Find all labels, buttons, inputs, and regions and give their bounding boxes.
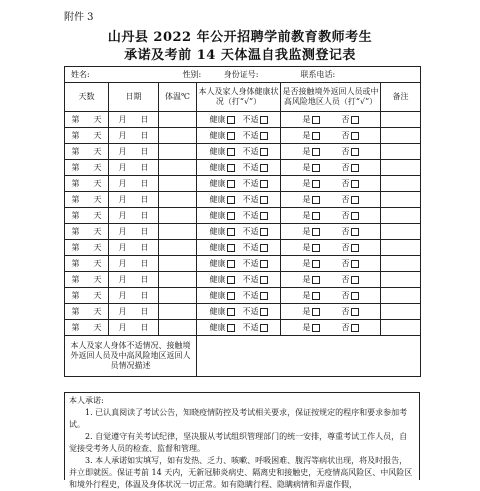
temp-cell[interactable] — [159, 304, 197, 320]
remark-cell[interactable] — [381, 176, 421, 192]
info-row — [65, 67, 421, 83]
health-cell — [197, 240, 281, 256]
temp-cell[interactable] — [159, 176, 197, 192]
checkbox-icon[interactable] — [260, 164, 268, 172]
header-temp: 体温℃ — [159, 83, 197, 112]
day-cell: 第 天 — [65, 128, 109, 144]
checkbox-icon[interactable] — [260, 292, 268, 300]
checkbox-icon[interactable] — [312, 244, 320, 252]
healthy-option[interactable]: 健康 — [210, 131, 235, 140]
checkbox-icon[interactable] — [351, 116, 359, 124]
checkbox-icon[interactable] — [227, 260, 235, 268]
healthy-option[interactable]: 健康 — [210, 115, 235, 124]
checkbox-icon[interactable] — [260, 260, 268, 268]
no-option[interactable]: 否 — [342, 291, 359, 300]
date-cell[interactable]: 月 日 — [109, 272, 159, 288]
contact-cell — [281, 224, 381, 240]
checkbox-icon[interactable] — [312, 324, 320, 332]
unwell-option[interactable]: 不适 — [243, 211, 268, 220]
health-cell — [197, 112, 281, 128]
checkbox-icon[interactable] — [312, 132, 320, 140]
attachment-label: 附件 3 — [64, 12, 94, 23]
checkbox-icon[interactable] — [260, 308, 268, 316]
day-cell: 第 天 — [65, 176, 109, 192]
contact-cell — [281, 112, 381, 128]
checkbox-icon[interactable] — [351, 244, 359, 252]
description-row — [65, 336, 421, 377]
contact-cell — [281, 128, 381, 144]
no-option[interactable]: 否 — [342, 275, 359, 284]
health-cell — [197, 320, 281, 336]
gender-field[interactable]: 性别: 身份证号: — [159, 67, 281, 83]
table-row — [65, 208, 421, 224]
header-row — [65, 83, 421, 112]
temp-cell[interactable] — [159, 320, 197, 336]
checkbox-icon[interactable] — [351, 196, 359, 204]
health-cell — [197, 208, 281, 224]
checkbox-icon[interactable] — [312, 180, 320, 188]
no-option[interactable]: 否 — [342, 195, 359, 204]
temp-cell[interactable] — [159, 128, 197, 144]
day-cell: 第 天 — [65, 112, 109, 128]
yes-option[interactable]: 是 — [303, 163, 320, 172]
remark-cell[interactable] — [381, 208, 421, 224]
day-cell: 第 天 — [65, 160, 109, 176]
healthy-option[interactable]: 健康 — [210, 243, 235, 252]
table-row — [65, 272, 421, 288]
health-cell — [197, 176, 281, 192]
health-cell — [197, 288, 281, 304]
phone-field[interactable]: 联系电话: — [281, 67, 421, 83]
health-cell — [197, 128, 281, 144]
checkbox-icon[interactable] — [227, 228, 235, 236]
remark-cell[interactable] — [381, 128, 421, 144]
header-remark: 备注 — [381, 83, 421, 112]
contact-cell — [281, 176, 381, 192]
day-cell: 第 天 — [65, 320, 109, 336]
yes-option[interactable]: 是 — [303, 131, 320, 140]
checkbox-icon[interactable] — [351, 228, 359, 236]
checkbox-icon[interactable] — [227, 196, 235, 204]
table-row — [65, 288, 421, 304]
header-days: 天数 — [65, 83, 109, 112]
checkbox-icon[interactable] — [351, 324, 359, 332]
date-cell[interactable]: 月 日 — [109, 208, 159, 224]
unwell-option[interactable]: 不适 — [243, 259, 268, 268]
checkbox-icon[interactable] — [260, 180, 268, 188]
temp-cell[interactable] — [159, 288, 197, 304]
checkbox-icon[interactable] — [227, 244, 235, 252]
health-cell — [197, 224, 281, 240]
header-health: 本人及家人身体健康状况（打“√”） — [197, 83, 281, 112]
date-cell[interactable]: 月 日 — [109, 192, 159, 208]
yes-option[interactable]: 是 — [303, 307, 320, 316]
temp-cell[interactable] — [159, 144, 197, 160]
remark-cell[interactable] — [381, 272, 421, 288]
contact-cell — [281, 320, 381, 336]
no-option[interactable]: 否 — [342, 179, 359, 188]
yes-option[interactable]: 是 — [303, 211, 320, 220]
table-row — [65, 256, 421, 272]
date-cell[interactable]: 月 日 — [109, 240, 159, 256]
day-cell: 第 天 — [65, 224, 109, 240]
unwell-option[interactable]: 不适 — [243, 227, 268, 236]
unwell-option[interactable]: 不适 — [243, 291, 268, 300]
healthy-option[interactable]: 健康 — [210, 275, 235, 284]
no-option[interactable]: 否 — [342, 211, 359, 220]
remark-cell[interactable] — [381, 240, 421, 256]
no-option[interactable]: 否 — [342, 259, 359, 268]
contact-cell — [281, 240, 381, 256]
date-cell[interactable]: 月 日 — [109, 320, 159, 336]
no-option[interactable]: 否 — [342, 243, 359, 252]
date-cell[interactable]: 月 日 — [109, 176, 159, 192]
date-cell[interactable]: 月 日 — [109, 112, 159, 128]
checkbox-icon[interactable] — [351, 260, 359, 268]
checkbox-icon[interactable] — [351, 212, 359, 220]
no-option[interactable]: 否 — [342, 323, 359, 332]
checkbox-icon[interactable] — [227, 148, 235, 156]
remark-cell[interactable] — [381, 144, 421, 160]
health-cell — [197, 160, 281, 176]
checkbox-icon[interactable] — [351, 276, 359, 284]
healthy-option[interactable]: 健康 — [210, 307, 235, 316]
date-cell[interactable]: 月 日 — [109, 224, 159, 240]
checkbox-icon[interactable] — [227, 324, 235, 332]
health-cell — [197, 272, 281, 288]
checkbox-icon[interactable] — [351, 164, 359, 172]
contact-cell — [281, 160, 381, 176]
yes-option[interactable]: 是 — [303, 259, 320, 268]
day-cell: 第 天 — [65, 272, 109, 288]
checkbox-icon[interactable] — [260, 132, 268, 140]
yes-option[interactable]: 是 — [303, 195, 320, 204]
date-cell[interactable]: 月 日 — [109, 304, 159, 320]
checkbox-icon[interactable] — [260, 212, 268, 220]
form-title-line1: 山丹县 2022 年公开招聘学前教育教师考生 — [107, 30, 373, 45]
checkbox-icon[interactable] — [260, 276, 268, 284]
yes-option[interactable]: 是 — [303, 243, 320, 252]
temp-cell[interactable] — [159, 272, 197, 288]
no-option[interactable]: 否 — [342, 115, 359, 124]
yes-option[interactable]: 是 — [303, 115, 320, 124]
yes-option[interactable]: 是 — [303, 179, 320, 188]
checkbox-icon[interactable] — [351, 292, 359, 300]
checkbox-icon[interactable] — [312, 148, 320, 156]
health-cell — [197, 256, 281, 272]
no-option[interactable]: 否 — [342, 227, 359, 236]
day-cell: 第 天 — [65, 304, 109, 320]
description-field[interactable] — [197, 336, 421, 377]
unwell-option[interactable]: 不适 — [243, 147, 268, 156]
no-option[interactable]: 否 — [342, 307, 359, 316]
table-row — [65, 224, 421, 240]
checkbox-icon[interactable] — [312, 164, 320, 172]
healthy-option[interactable]: 健康 — [210, 291, 235, 300]
name-field[interactable]: 姓名: — [65, 67, 159, 83]
date-cell[interactable]: 月 日 — [109, 144, 159, 160]
checkbox-icon[interactable] — [312, 308, 320, 316]
health-cell — [197, 144, 281, 160]
description-label: 本人及家人身体不适情况、接触境外返回人员及中高风险地区返回人员情况描述 — [65, 336, 197, 377]
checkbox-icon[interactable] — [227, 180, 235, 188]
yes-option[interactable]: 是 — [303, 147, 320, 156]
table-row — [65, 128, 421, 144]
day-cell: 第 天 — [65, 192, 109, 208]
date-cell[interactable]: 月 日 — [109, 256, 159, 272]
log-rows — [65, 112, 421, 336]
checkbox-icon[interactable] — [260, 116, 268, 124]
checkbox-icon[interactable] — [260, 228, 268, 236]
checkbox-icon[interactable] — [260, 196, 268, 204]
remark-cell[interactable] — [381, 192, 421, 208]
contact-cell — [281, 192, 381, 208]
health-cell — [197, 192, 281, 208]
form-title-line2: 承诺及考前 14 天体温自我监测登记表 — [124, 48, 356, 63]
temp-cell[interactable] — [159, 112, 197, 128]
checkbox-icon[interactable] — [351, 148, 359, 156]
unwell-option[interactable]: 不适 — [243, 179, 268, 188]
unwell-option[interactable]: 不适 — [243, 307, 268, 316]
day-cell: 第 天 — [65, 144, 109, 160]
promise-lead: 本人承诺: — [69, 396, 104, 405]
date-cell[interactable]: 月 日 — [109, 288, 159, 304]
checkbox-icon[interactable] — [351, 308, 359, 316]
no-option[interactable]: 否 — [342, 131, 359, 140]
unwell-option[interactable]: 不适 — [243, 243, 268, 252]
unwell-option[interactable]: 不适 — [243, 323, 268, 332]
checkbox-icon[interactable] — [312, 116, 320, 124]
temp-cell[interactable] — [159, 256, 197, 272]
checkbox-icon[interactable] — [227, 292, 235, 300]
checkbox-icon[interactable] — [312, 228, 320, 236]
table-row — [65, 304, 421, 320]
checkbox-icon[interactable] — [312, 196, 320, 204]
header-contact: 是否接触境外返回人员或中高风险地区人员（打“√”） — [281, 83, 381, 112]
health-cell — [197, 304, 281, 320]
remark-cell[interactable] — [381, 256, 421, 272]
temp-cell[interactable] — [159, 240, 197, 256]
contact-cell — [281, 144, 381, 160]
checkbox-icon[interactable] — [227, 308, 235, 316]
unwell-option[interactable]: 不适 — [243, 131, 268, 140]
table-row — [65, 192, 421, 208]
promise-item-1: 1. 已认真阅读了考试公告，知晓疫情防控及考试相关要求，保证按规定的程序和要求参加考试。 — [69, 408, 408, 429]
promise-section — [64, 392, 420, 489]
checkbox-icon[interactable] — [312, 260, 320, 268]
checkbox-icon[interactable] — [260, 244, 268, 252]
healthy-option[interactable]: 健康 — [210, 211, 235, 220]
yes-option[interactable]: 是 — [303, 323, 320, 332]
checkbox-icon[interactable] — [351, 132, 359, 140]
unwell-option[interactable]: 不适 — [243, 275, 268, 284]
remark-cell[interactable] — [381, 288, 421, 304]
contact-cell — [281, 272, 381, 288]
temp-cell[interactable] — [159, 224, 197, 240]
unwell-option[interactable]: 不适 — [243, 163, 268, 172]
table-row — [65, 112, 421, 128]
checkbox-icon[interactable] — [227, 116, 235, 124]
checkbox-icon[interactable] — [260, 324, 268, 332]
no-option[interactable]: 否 — [342, 147, 359, 156]
checkbox-icon[interactable] — [312, 276, 320, 284]
healthy-option[interactable]: 健康 — [210, 147, 235, 156]
temp-cell[interactable] — [159, 160, 197, 176]
temp-cell[interactable] — [159, 192, 197, 208]
yes-option[interactable]: 是 — [303, 291, 320, 300]
healthy-option[interactable]: 健康 — [210, 323, 235, 332]
checkbox-icon[interactable] — [260, 148, 268, 156]
contact-cell — [281, 288, 381, 304]
promise-item-2: 2. 自觉遵守有关考试纪律，坚决服从考试组织管理部门的统一安排，尊重考试工作人员，自觉接受考务人员的检查、监督和管理。 — [69, 432, 408, 453]
table-row — [65, 144, 421, 160]
checkbox-icon[interactable] — [227, 164, 235, 172]
day-cell: 第 天 — [65, 256, 109, 272]
checkbox-icon[interactable] — [351, 180, 359, 188]
yes-option[interactable]: 是 — [303, 227, 320, 236]
remark-cell[interactable] — [381, 112, 421, 128]
unwell-option[interactable]: 不适 — [243, 195, 268, 204]
temp-cell[interactable] — [159, 208, 197, 224]
table-row — [65, 240, 421, 256]
contact-cell — [281, 208, 381, 224]
no-option[interactable]: 否 — [342, 163, 359, 172]
healthy-option[interactable]: 健康 — [210, 179, 235, 188]
checkbox-icon[interactable] — [312, 212, 320, 220]
healthy-option[interactable]: 健康 — [210, 227, 235, 236]
checkbox-icon[interactable] — [227, 212, 235, 220]
id-label: 身份证号: — [223, 69, 259, 79]
yes-option[interactable]: 是 — [303, 275, 320, 284]
remark-cell[interactable] — [381, 160, 421, 176]
date-cell[interactable]: 月 日 — [109, 160, 159, 176]
remark-cell[interactable] — [381, 320, 421, 336]
day-cell: 第 天 — [65, 240, 109, 256]
checkbox-icon[interactable] — [227, 276, 235, 284]
table-row — [65, 160, 421, 176]
promise-item-3: 3. 本人承诺如实填写，如有发热、乏力、咳嗽、呼吸困难、腹泻等病状出现，将及时报告，并立即就医。保证考前 14 天内，无新冠肺炎病史、隔离史和接触史，无疫情高风险区、中风险区和境外行程史，体温及身体状况一切正常。如有隐瞒行程、隐瞒病情和弄虚作假， — [69, 456, 413, 489]
day-cell: 第 天 — [65, 288, 109, 304]
healthy-option[interactable]: 健康 — [210, 259, 235, 268]
header-date: 日期 — [109, 83, 159, 112]
remark-cell[interactable] — [381, 304, 421, 320]
table-row — [65, 320, 421, 336]
checkbox-icon[interactable] — [227, 132, 235, 140]
day-cell: 第 天 — [65, 208, 109, 224]
date-cell[interactable]: 月 日 — [109, 128, 159, 144]
checkbox-icon[interactable] — [312, 292, 320, 300]
temperature-log-table — [64, 66, 421, 377]
remark-cell[interactable] — [381, 224, 421, 240]
contact-cell — [281, 256, 381, 272]
healthy-option[interactable]: 健康 — [210, 163, 235, 172]
contact-cell — [281, 304, 381, 320]
healthy-option[interactable]: 健康 — [210, 195, 235, 204]
table-row — [65, 176, 421, 192]
unwell-option[interactable]: 不适 — [243, 115, 268, 124]
